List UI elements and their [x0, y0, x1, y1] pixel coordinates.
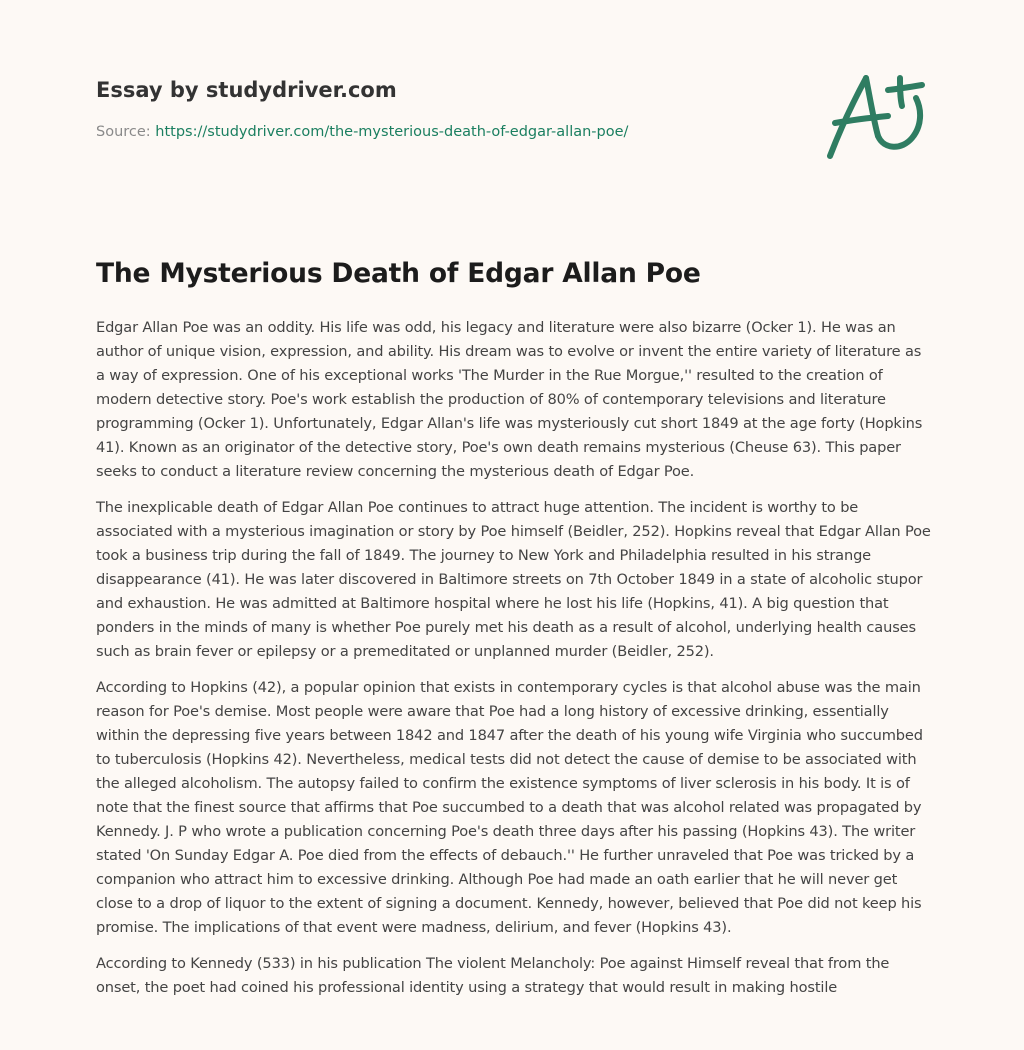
site-brand: Essay by studydriver.com: [96, 78, 397, 102]
paragraph: According to Hopkins (42), a popular opinion that exists in contemporary cycles is that alcohol abuse was the main reason for Poe's demise. Most people were aware that Poe had a long history of excessive drinking, essentially within the depressing five years between 1842 and 1847 after the death of his young wife Virginia who succumbed to tuberculosis (Hopkins 42). Nevertheless, medical tests did not detect the cause of demise to be associated with the alleged alcoholism. The autopsy failed to confirm the existence symptoms of liver sclerosis in his body. It is of note that the finest source that affirms that Poe succumbed to a death that was alcohol related was propagated by Kennedy. J. P who wrote a publication concerning Poe's death three days after his passing (Hopkins 43). The writer stated 'On Sunday Edgar A. Poe died from the effects of debauch.'' He further unraveled that Poe was tricked by a companion who attract him to excessive drinking. Although Poe had made an oath earlier that he will never get close to a drop of liquor to the extent of signing a document. Kennedy, however, believed that Poe did not keep his promise. The implications of that event were madness, delirium, and fever (Hopkins 43).: [96, 679, 923, 936]
paragraph: Edgar Allan Poe was an oddity. His life was odd, his legacy and literature were also bizarre (Ocker 1). He was an author of unique vision, expression, and ability. His dream was to evolve or invent the entire variety of literature as a way of expression. One of his exceptional works 'The Murder in the Rue Morgue,'' resulted to the creation of modern detective story. Poe's work establish the production of 80% of contemporary televisions and literature programming (Ocker 1). Unfortunately, Edgar Allan's life was mysteriously cut short 1849 at the age forty (Hopkins 41). Known as an originator of the detective story, Poe's own death remains mysterious (Cheuse 63). This paper seeks to conduct a literature review concerning the mysterious death of Edgar Poe.: [96, 319, 923, 480]
source-link[interactable]: https://studydriver.com/the-mysterious-death-of-edgar-allan-poe/: [155, 124, 629, 140]
source-line: [96, 122, 796, 142]
essay-body: [96, 316, 934, 1012]
paragraph: The inexplicable death of Edgar Allan Poe continues to attract huge attention. The incident is worthy to be associated with a mysterious imagination or story by Poe himself (Beidler, 252). Hopkins reveal that Edgar Allan Poe took a business trip during the fall of 1849. The journey to New York and Philadelphia resulted in his strange disappearance (41). He was later discovered in Baltimore streets on 7th October 1849 in a state of alcoholic stupor and exhaustion. He was admitted at Baltimore hospital where he lost his life (Hopkins, 41). A big question that ponders in the minds of many is whether Poe purely met his death as a result of alcohol, underlying health causes such as brain fever or epilepsy or a premeditated or unplanned murder (Beidler, 252).: [96, 499, 931, 660]
paragraph: According to Kennedy (533) in his publication The violent Melancholy: Poe against Himself reveal that from the onset, the poet had coined his professional identity using a strategy that would result in making hostile: [96, 955, 890, 996]
source-label: Source:: [96, 124, 156, 140]
essay-title: The Mysterious Death of Edgar Allan Poe: [96, 258, 701, 289]
a-plus-grade-icon: [818, 64, 938, 168]
essay-header: [96, 76, 796, 142]
